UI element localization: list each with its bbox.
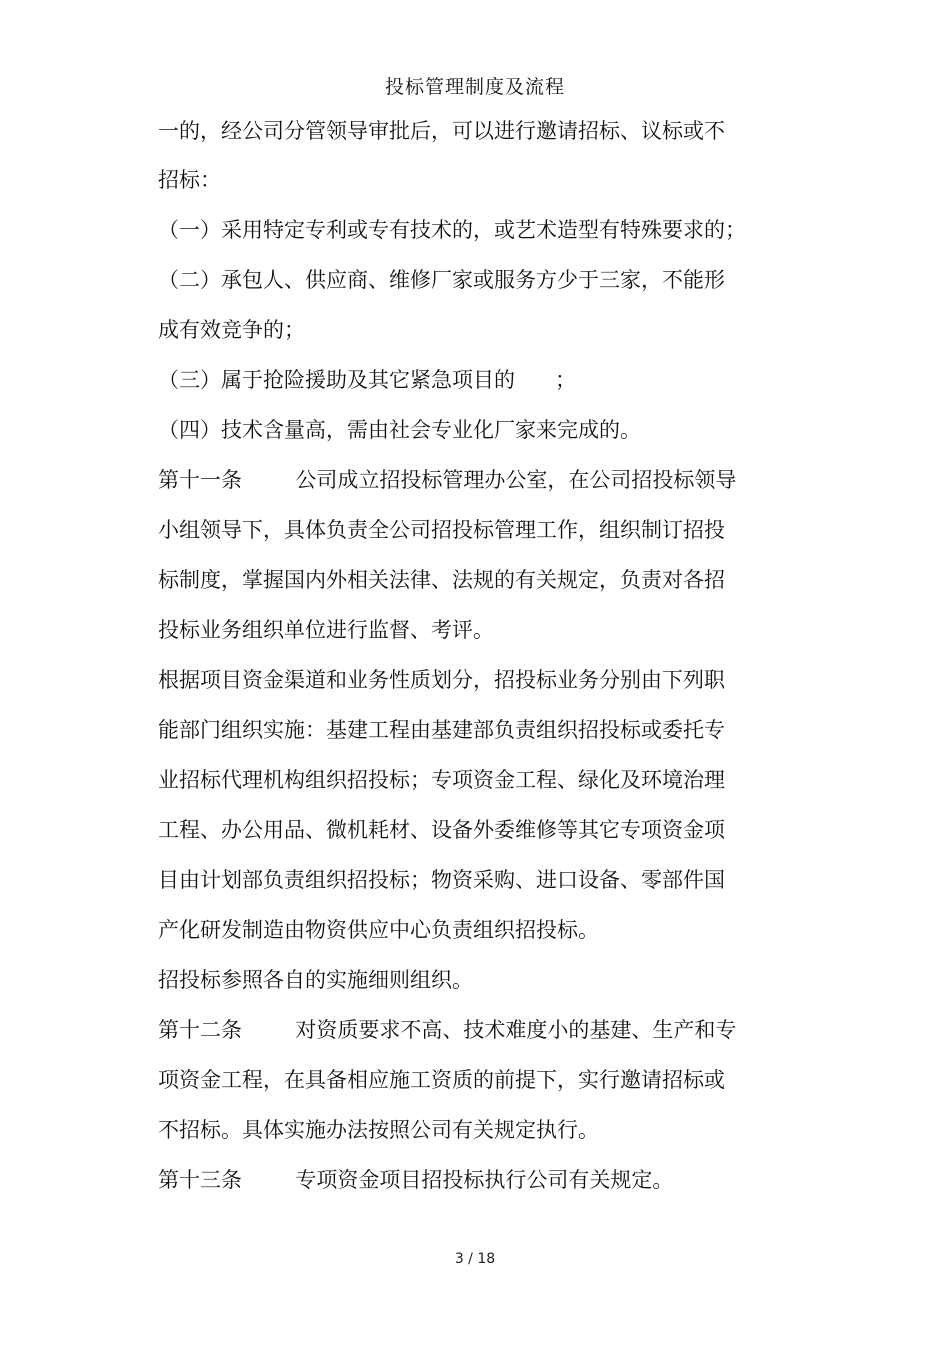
text-line: 标制度，掌握国内外相关法律、法规的有关规定，负责对各招 [158,568,725,592]
text-line: 投标业务组织单位进行监督、考评。 [158,618,494,642]
text-line: （三）属于抢险援助及其它紧急项目的 ； [158,368,577,392]
text-line: （二）承包人、供应商、维修厂家或服务方少于三家，不能形 [158,268,725,292]
text-line: 目由计划部负责组织招投标；物资采购、进口设备、零部件国 [158,868,725,892]
text-line: 招标： [158,168,221,192]
text-line: 根据项目资金渠道和业务性质划分，招投标业务分别由下列职 [158,668,725,692]
text-line: 第十三条 专项资金项目招投标执行公司有关规定。 [158,1168,674,1192]
text-line: 招投标参照各自的实施细则组织。 [158,968,473,992]
text-line: 工程、办公用品、微机耗材、设备外委维修等其它专项资金项 [158,818,725,842]
text-line: 能部门组织实施：基建工程由基建部负责组织招投标或委托专 [158,718,725,742]
text-line: 小组领导下，具体负责全公司招投标管理工作，组织制订招投 [158,518,725,542]
text-line: 不招标。具体实施办法按照公司有关规定执行。 [158,1118,599,1142]
text-line: （一）采用特定专利或专有技术的，或艺术造型有特殊要求的； [158,218,746,242]
page-header-title: 投标管理制度及流程 [384,76,565,98]
text-line: （四）技术含量高，需由社会专业化厂家来完成的。 [158,418,641,442]
text-line: 第十一条 公司成立招投标管理办公室，在公司招投标领导 [158,468,737,492]
text-line: 第十二条 对资质要求不高、技术难度小的基建、生产和专 [158,1018,737,1042]
text-line: 成有效竞争的； [158,318,305,342]
text-line: 一的，经公司分管领导审批后，可以进行邀请招标、议标或不 [158,119,725,143]
text-line: 产化研发制造由物资供应中心负责组织招投标。 [158,918,599,942]
text-line: 项资金工程，在具备相应施工资质的前提下，实行邀请招标或 [158,1068,725,1092]
document-body [158,107,768,1205]
text-line: 业招标代理机构组织招投标；专项资金工程、绿化及环境治理 [158,768,725,792]
page-number: 3 / 18 [454,1251,496,1267]
